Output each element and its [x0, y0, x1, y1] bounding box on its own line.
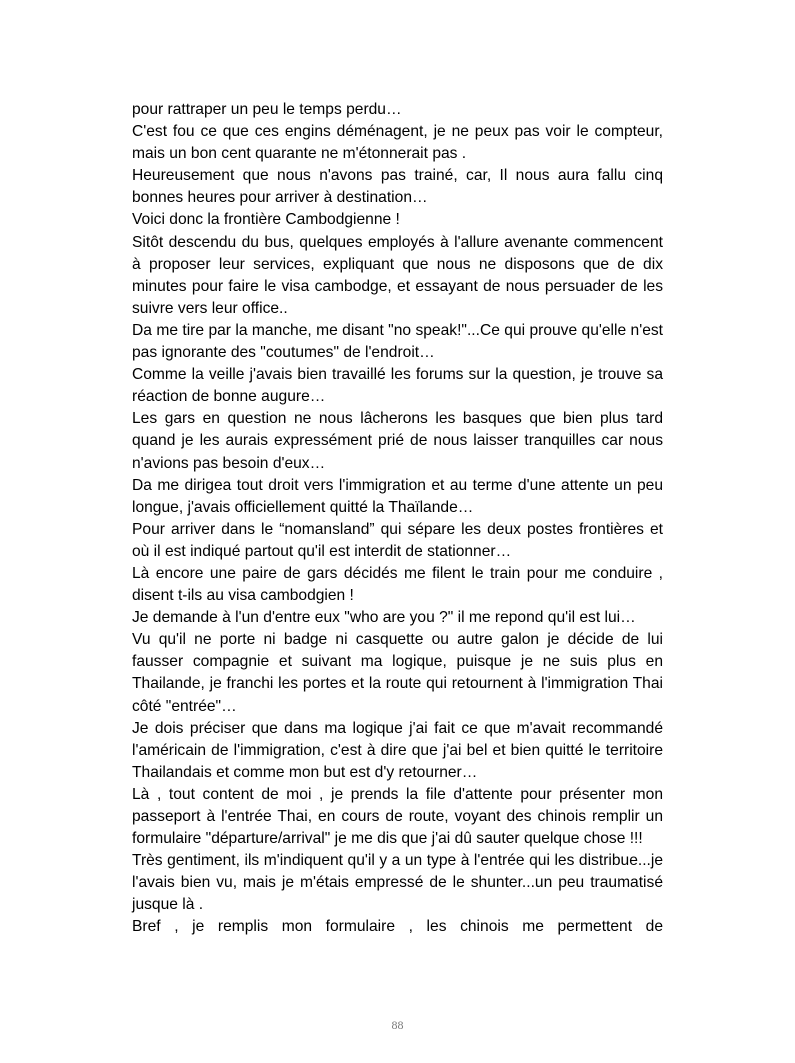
paragraph-15: Là , tout content de moi , je prends la file d'attente pour présenter mon passeport à l'entrée Thai, en cours de route, voyant des chinois remplir un formulaire "départure/arrival" je me dis que j'ai dû sauter quelque chose !!!	[132, 785, 663, 848]
body-text	[132, 99, 663, 939]
paragraph-4: Voici donc la frontière Cambodgienne !	[132, 211, 400, 229]
paragraph-11: Là encore une paire de gars décidés me filent le train pour me conduire , disent t-ils au visa cambodgien !	[132, 564, 663, 605]
page-number: 88	[391, 1018, 404, 1032]
paragraph-2: C'est fou ce que ces engins déménagent, je ne peux pas voir le compteur, mais un bon cent quarante ne m'étonnerait pas .	[132, 123, 663, 163]
paragraph-12: Je demande à l'un d'entre eux "who are you ?" il me repond qu'il est lui…	[132, 609, 636, 627]
paragraph-3: Heureusement que nous n'avons pas trainé, car, Il nous aura fallu cinq bonnes heures pour arriver à destination…	[132, 167, 663, 207]
paragraph-7: Comme la veille j'avais bien travaillé les forums sur la question, je trouve sa réaction de bonne augure…	[132, 366, 663, 406]
paragraph-13: Vu qu'il ne porte ni badge ni casquette ou autre galon je décide de lui fausser compagnie et suivant ma logique, puisque je ne suis plus en Thailande, je franchi les portes et la route qui retournent à l'immigration Thai côté "entrée"…	[132, 631, 663, 715]
paragraph-16: Très gentiment, ils m'indiquent qu'il y a un type à l'entrée qui les distribue...je l'avais bien vu, mais je m'étais empressé de le shunter...un peu traumatisé jusque là .	[132, 852, 663, 914]
paragraph-9: Da me dirigea tout droit vers l'immigration et au terme d'une attente un peu longue, j'avais officiellement quitté la Thaïlande…	[132, 476, 663, 516]
paragraph-14: Je dois préciser que dans ma logique j'ai fait ce que m'avait recommandé l'américain de l'immigration, c'est à dire que j'ai bel et bien quitté le territoire Thailandais et comme mon but est d'y retourner…	[132, 719, 663, 781]
paragraph-8: Les gars en question ne nous lâcherons les basques que bien plus tard quand je les aurais expressément prié de nous laisser tranquilles car nous n'avions pas besoin d'eux…	[132, 410, 663, 472]
paragraph-6: Da me tire par la manche, me disant "no speak!"...Ce qui prouve qu'elle n'est pas ignorante des "coutumes" de l'endroit…	[132, 321, 663, 362]
paragraph-1: pour rattraper un peu le temps perdu…	[132, 101, 402, 118]
paragraph-5: Sitôt descendu du bus, quelques employés à l'allure avenante commencent à proposer leur services, expliquant que nous ne disposons que de dix minutes pour faire le visa cambodge, et essayant de nous persuader de les suivre vers leur office..	[132, 233, 663, 317]
paragraph-10: Pour arriver dans le “nomansland” qui sépare les deux postes frontières et où il est indiqué partout qu'il est interdit de stationner…	[132, 520, 663, 560]
paragraph-17: Bref , je remplis mon formulaire , les chinois me permettent de	[132, 918, 663, 936]
